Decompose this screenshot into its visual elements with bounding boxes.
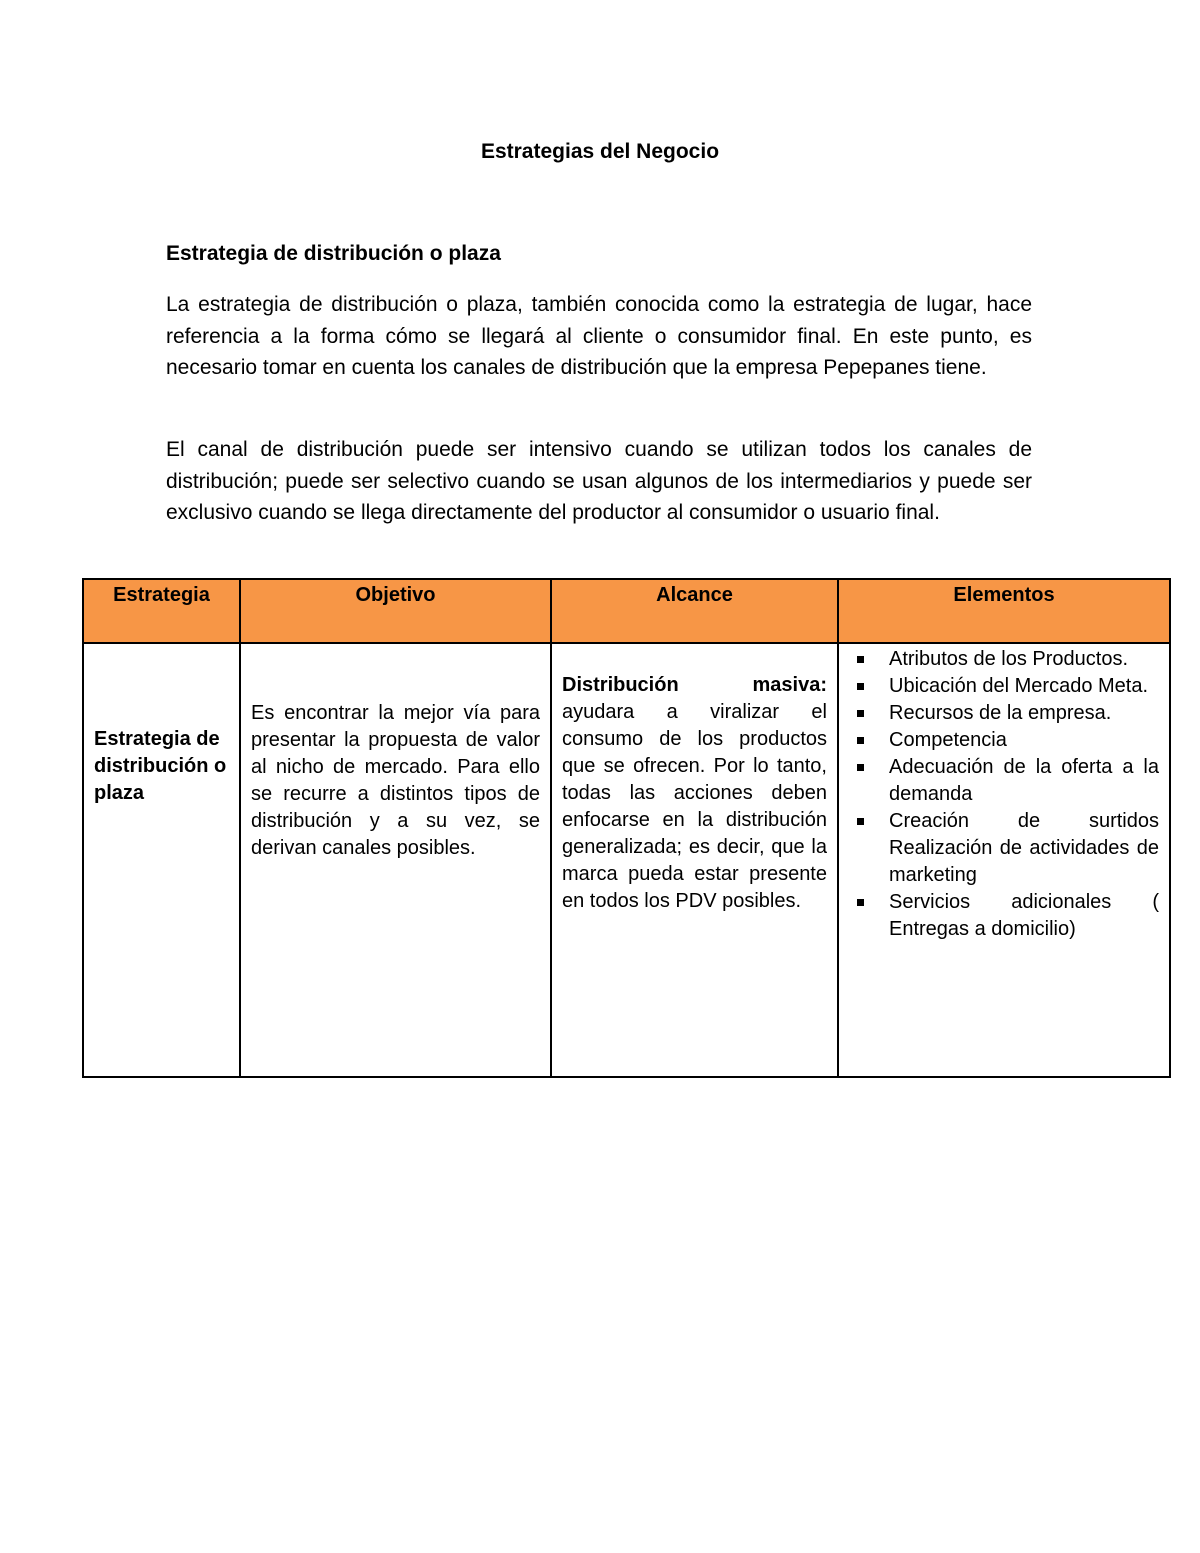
strategy-table xyxy=(82,578,1171,1078)
objetivo-text: Es encontrar la mejor vía para presentar la propuesta de valor al nicho de mercado. Para ello se recurre a distintos tipos de distribución y a su vez, se derivan canales posibles. xyxy=(251,702,540,859)
list-item-text: Recursos de la empresa. xyxy=(889,702,1112,724)
intro-paragraph: La estrategia de distribución o plaza, también conocida como la estrategia de lugar, hace referencia a la forma cómo se llegará al cliente o consumidor final. En este punto, es necesario tomar en cuenta los canales de distribución que la empresa Pepepanes tiene. xyxy=(166,293,1032,379)
table-row xyxy=(83,643,1170,1077)
list-item xyxy=(889,673,1159,700)
page-title: Estrategias del Negocio xyxy=(480,140,720,163)
header-estrategia: Estrategia xyxy=(83,579,240,643)
square-bullet-icon xyxy=(857,737,864,744)
list-item xyxy=(889,808,1159,889)
cell-elementos xyxy=(838,643,1170,1077)
alcance-heading: Distribución masiva: xyxy=(562,674,827,696)
square-bullet-icon xyxy=(857,764,864,771)
cell-alcance xyxy=(551,643,838,1077)
list-item-text: Servicios adicionales ( Entregas a domicilio) xyxy=(889,891,1159,940)
alcance-text: ayudara a viralizar el consumo de los productos que se ofrecen. Por lo tanto, todas las acciones deben enfocarse en la distribución generalizada; es decir, que la marca pueda estar presente en todos los PDV posibles. xyxy=(562,701,827,912)
header-elementos: Elementos xyxy=(838,579,1170,643)
list-item xyxy=(889,754,1159,808)
square-bullet-icon xyxy=(857,818,864,825)
list-item-text: Atributos de los Productos. xyxy=(889,648,1129,670)
square-bullet-icon xyxy=(857,683,864,690)
estrategia-text: Estrategia de distribución o plaza xyxy=(94,728,227,804)
cell-objetivo xyxy=(240,643,551,1077)
list-item-text: Adecuación de la oferta a la demanda xyxy=(889,756,1159,805)
list-item-text: Competencia xyxy=(889,729,1007,751)
cell-estrategia xyxy=(83,643,240,1077)
header-alcance: Alcance xyxy=(551,579,838,643)
header-objetivo: Objetivo xyxy=(240,579,551,643)
list-item-text: Ubicación del Mercado Meta. xyxy=(889,675,1149,697)
table-header-row xyxy=(83,579,1170,643)
alcance-content xyxy=(552,644,837,915)
list-item xyxy=(889,889,1159,943)
elementos-list xyxy=(839,644,1169,943)
square-bullet-icon xyxy=(857,710,864,717)
list-item xyxy=(889,727,1159,754)
list-item-text: Creación de surtidos Realización de actividades de marketing xyxy=(889,810,1159,886)
list-item xyxy=(889,646,1159,673)
square-bullet-icon xyxy=(857,899,864,906)
section-heading: Estrategia de distribución o plaza xyxy=(166,242,501,265)
list-item xyxy=(889,700,1159,727)
channel-paragraph: El canal de distribución puede ser intensivo cuando se utilizan todos los canales de distribución; puede ser selectivo cuando se usan algunos de los intermediarios y puede ser exclusivo cuando se llega directamente del productor al consumidor o usuario final. xyxy=(166,438,1032,524)
square-bullet-icon xyxy=(857,656,864,663)
